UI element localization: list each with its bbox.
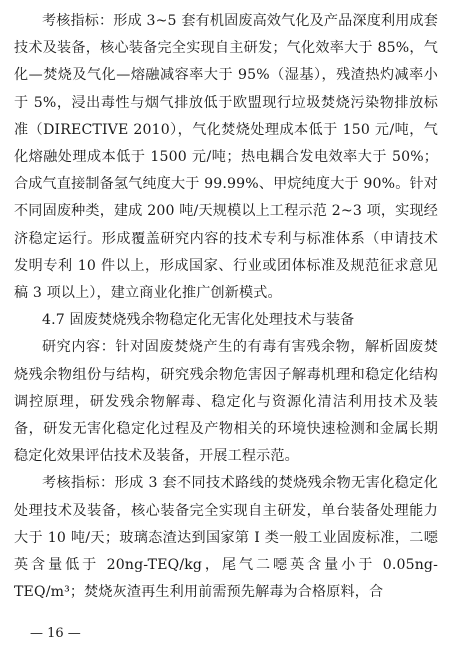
paragraph-assessment-indicators-gasification: 考核指标：形成 3~5 套有机固废高效气化及产品深度利用成套技术及装备，核心装备完全实现自主研发；气化效率大于 85%，气化—焚烧及气化—熔融减容率大于 95%（湿基），残渣热灼减率小于 5%，浸出毒性与烟气排放低于欧盟现行垃圾焚烧污染物排放标准（DIRECTIVE 2010），气化焚烧处理成本低于 150 元/吨，气化熔融处理成本低于 1500 元/吨；热电耦合发电效率大于 50%；合成气直接制备氢气纯度大于 99.99%、甲烷纯度大于 90%。针对不同固废种类，建成 200 吨/天规模以上工程示范 2~3 项，实现经济稳定运行。形成覆盖研究内容的技术专利与标准体系（申请技术发明专利 10 件以上，形成国家、行业或团体标准及规范征求意见稿 3 项以上），建立商业化推广创新模式。 [14,13,438,302]
paragraph-assessment-indicators-residue: 考核指标：形成 3 套不同技术路线的焚烧残余物无害化稳定化处理技术及装备，核心装备完全实现自主研发，单台装备处理能力大于 10 吨/天；玻璃态渣达到国家第 I 类一般工业固废标准，二噁英含量低于 20ng-TEQ/kg，尾气二噁英含量小于 0.05ng-TEQ/m³；焚烧灰渣再生利用前需预先解毒为合格原料，合 [14,475,438,601]
page-body [14,8,438,606]
paragraph-research-content: 研究内容：针对固废焚烧产生的有毒有害残余物，解析固废焚烧残余物组份与结构，研究残余物危害因子解毒机理和稳定化结构调控原理，研发残余物解毒、稳定化与资源化清洁利用技术及装备，研发无害化稳定化过程及产物相关的环境快速检测和金属长期稳定化效果评估技术及装备，开展工程示范。 [14,339,438,465]
section-heading-4-7: 4.7 固废焚烧残余物稳定化无害化处理技术与装备 [42,312,355,329]
page-number: — 16 — [30,626,81,641]
